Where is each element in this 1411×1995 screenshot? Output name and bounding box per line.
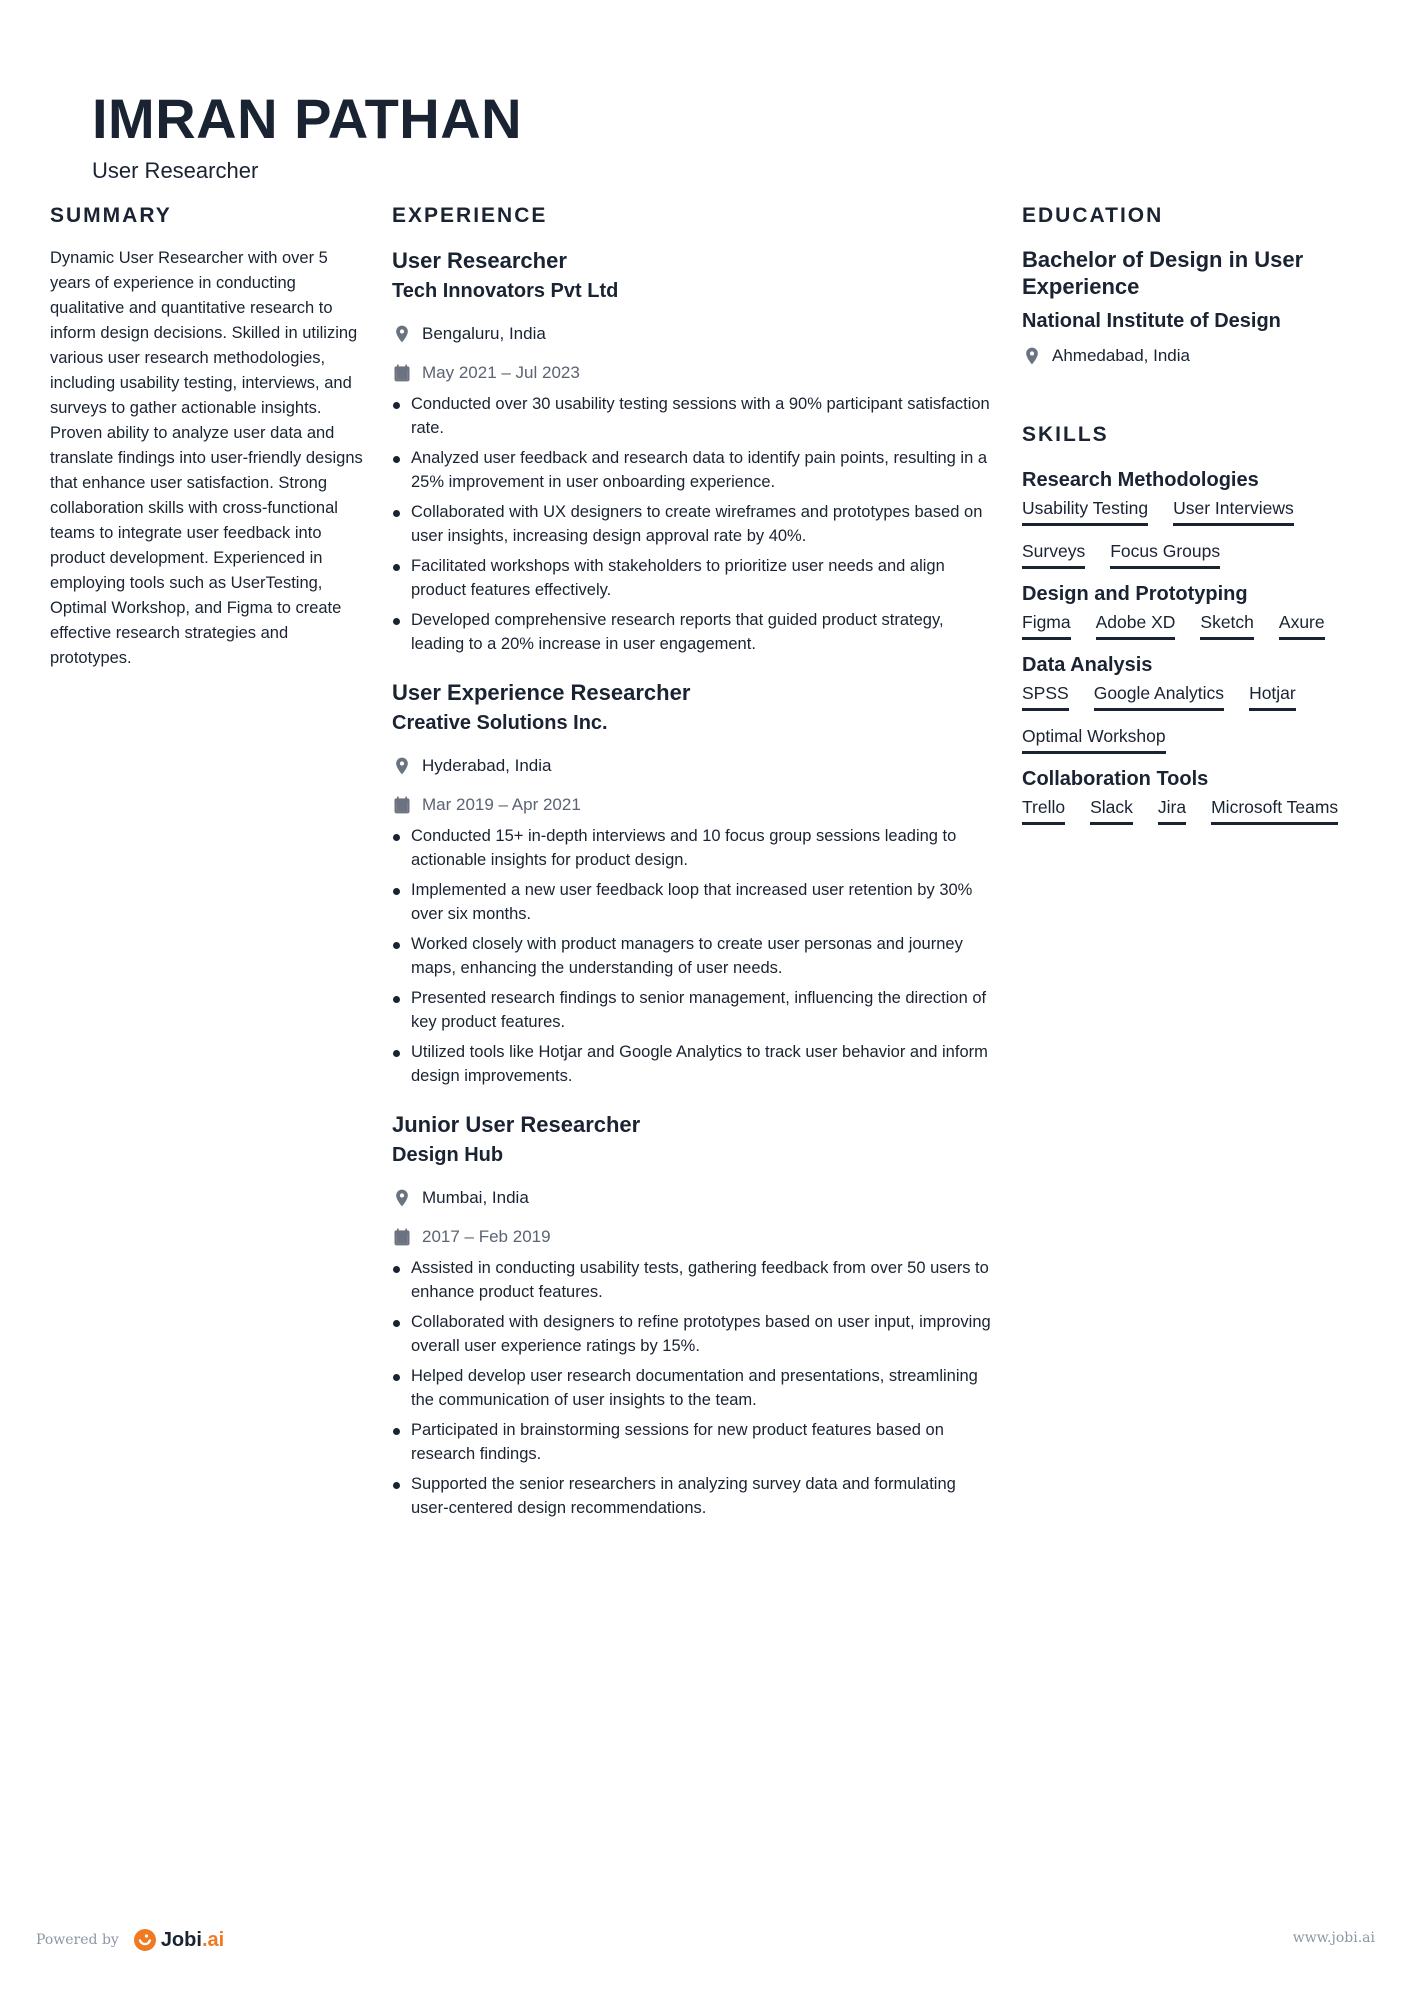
bullet-item: Conducted 15+ in-depth interviews and 10 focus group sessions leading to actionable insights for product design. [392, 824, 997, 872]
skill-chip: Hotjar [1249, 680, 1296, 711]
right-column [1022, 204, 1372, 835]
job-entry [392, 1110, 997, 1520]
skill-chip: SPSS [1022, 680, 1069, 711]
skill-chip: Jira [1158, 794, 1186, 825]
map-pin-icon [392, 756, 412, 776]
skill-category: Collaboration Tools [1022, 768, 1209, 790]
bullet-item: Supported the senior researchers in analyzing survey data and formulating user-centered design recommendations. [392, 1472, 997, 1520]
skill-chips [1022, 609, 1372, 640]
skill-group [1022, 650, 1372, 754]
education-location [1022, 336, 1372, 375]
skill-chip: Surveys [1022, 538, 1085, 569]
skill-chip: Optimal Workshop [1022, 723, 1166, 754]
experience-heading: EXPERIENCE [392, 204, 548, 227]
jobi-brand-suffix: .ai [201, 1928, 225, 1951]
education-degree: Bachelor of Design in User Experience [1022, 247, 1304, 299]
skills-heading: SKILLS [1022, 423, 1109, 446]
map-pin-icon [392, 1188, 412, 1208]
bullet-item: Collaborated with UX designers to create wireframes and prototypes based on user insights, increasing design approval rate by 40%. [392, 500, 997, 548]
skill-chip: Trello [1022, 794, 1065, 825]
bullet-item: Implemented a new user feedback loop that increased user retention by 30% over six months. [392, 878, 997, 926]
calendar-icon [392, 1227, 412, 1247]
jobi-brand-main: Jobi [160, 1928, 202, 1951]
skill-chips [1022, 680, 1372, 754]
job-location [392, 314, 997, 353]
skill-chip: Adobe XD [1096, 609, 1176, 640]
job-dates [392, 353, 997, 392]
job-location-text: Mumbai, India [422, 1187, 529, 1207]
skill-chip: Google Analytics [1094, 680, 1224, 711]
skill-group [1022, 465, 1372, 569]
bullet-item: Collaborated with designers to refine prototypes based on user input, improving overall user experience ratings by 15%. [392, 1310, 997, 1358]
skill-chip: Usability Testing [1022, 495, 1148, 526]
job-location [392, 746, 997, 785]
map-pin-icon [392, 324, 412, 344]
calendar-icon [392, 795, 412, 815]
skill-chip: User Interviews [1173, 495, 1294, 526]
skill-chip: Focus Groups [1110, 538, 1220, 569]
bullet-item: Assisted in conducting usability tests, gathering feedback from over 50 users to enhance product features. [392, 1256, 997, 1304]
bullet-item: Utilized tools like Hotjar and Google Analytics to track user behavior and inform design improvements. [392, 1040, 997, 1088]
bullet-item: Helped develop user research documentation and presentations, streamlining the communication of user insights to the team. [392, 1364, 997, 1412]
resume-name: IMRAN PATHAN [92, 87, 523, 150]
resume-role: User Researcher [92, 158, 259, 183]
job-entry [392, 678, 997, 1088]
skill-chip: Slack [1090, 794, 1133, 825]
skills-section [1022, 423, 1372, 825]
job-location-text: Hyderabad, India [422, 755, 552, 775]
bullet-item: Facilitated workshops with stakeholders to prioritize user needs and align product features effectively. [392, 554, 997, 602]
skill-group [1022, 764, 1372, 825]
jobi-logo-link[interactable] [133, 1928, 224, 1952]
job-location-text: Bengaluru, India [422, 323, 546, 343]
job-dates-text: Mar 2019 – Apr 2021 [422, 794, 581, 814]
skill-chip: Microsoft Teams [1211, 794, 1338, 825]
footer-website-link[interactable]: www.jobi.ai [1292, 1930, 1375, 1946]
job-company: Creative Solutions Inc. [392, 712, 608, 734]
education-section [1022, 204, 1372, 375]
job-bullets [392, 392, 997, 656]
skill-category: Data Analysis [1022, 654, 1153, 676]
calendar-icon [392, 363, 412, 383]
bullet-item: Analyzed user feedback and research data to identify pain points, resulting in a 25% improvement in user onboarding experience. [392, 446, 997, 494]
education-school: National Institute of Design [1022, 310, 1281, 332]
skill-category: Design and Prototyping [1022, 583, 1248, 605]
job-dates [392, 785, 997, 824]
job-title: User Researcher [392, 248, 567, 273]
jobi-logo-icon [133, 1928, 157, 1952]
map-pin-icon [1022, 346, 1042, 366]
job-dates-text: May 2021 – Jul 2023 [422, 362, 580, 382]
job-bullets [392, 824, 997, 1088]
summary-section [50, 204, 368, 671]
job-company: Design Hub [392, 1144, 504, 1166]
job-title: Junior User Researcher [392, 1112, 641, 1137]
bullet-item: Worked closely with product managers to create user personas and journey maps, enhancing the understanding of user needs. [392, 932, 997, 980]
education-heading: EDUCATION [1022, 204, 1164, 227]
jobi-brand-text [161, 1929, 224, 1952]
skill-category: Research Methodologies [1022, 469, 1259, 491]
skill-chips [1022, 495, 1372, 569]
job-dates [392, 1217, 997, 1256]
job-dates-text: 2017 – Feb 2019 [422, 1226, 551, 1246]
bullet-item: Presented research findings to senior management, influencing the direction of key product features. [392, 986, 997, 1034]
footer-branding [36, 1928, 224, 1952]
bullet-item: Participated in brainstorming sessions for new product features based on research findings. [392, 1418, 997, 1466]
powered-by-text: Powered by [36, 1932, 119, 1948]
bullet-item: Developed comprehensive research reports that guided product strategy, leading to a 20% increase in user engagement. [392, 608, 997, 656]
job-title: User Experience Researcher [392, 680, 691, 705]
job-entry [392, 246, 997, 656]
skill-chip: Sketch [1200, 609, 1254, 640]
skill-chips [1022, 794, 1372, 825]
job-location [392, 1178, 997, 1217]
job-bullets [392, 1256, 997, 1520]
skill-chip: Axure [1279, 609, 1325, 640]
job-company: Tech Innovators Pvt Ltd [392, 280, 619, 302]
bullet-item: Conducted over 30 usability testing sessions with a 90% participant satisfaction rate. [392, 392, 997, 440]
education-location-text: Ahmedabad, India [1052, 345, 1190, 365]
skill-chip: Figma [1022, 609, 1071, 640]
experience-section [392, 204, 997, 1542]
skill-group [1022, 579, 1372, 640]
summary-heading: SUMMARY [50, 204, 172, 227]
summary-text: Dynamic User Researcher with over 5 years of experience in conducting qualitative and quantitative research to inform design decisions. Skilled in utilizing various user research methodologies, including usability testing, interviews, and surveys to gather actionable insights. Proven ability to analyze user data and translate findings into user-friendly designs that enhance user satisfaction. Strong collaboration skills with cross-functional teams to integrate user feedback into product development. Experienced in employing tools such as UserTesting, Optimal Workshop, and Figma to create effective research strategies and prototypes. [50, 249, 363, 667]
